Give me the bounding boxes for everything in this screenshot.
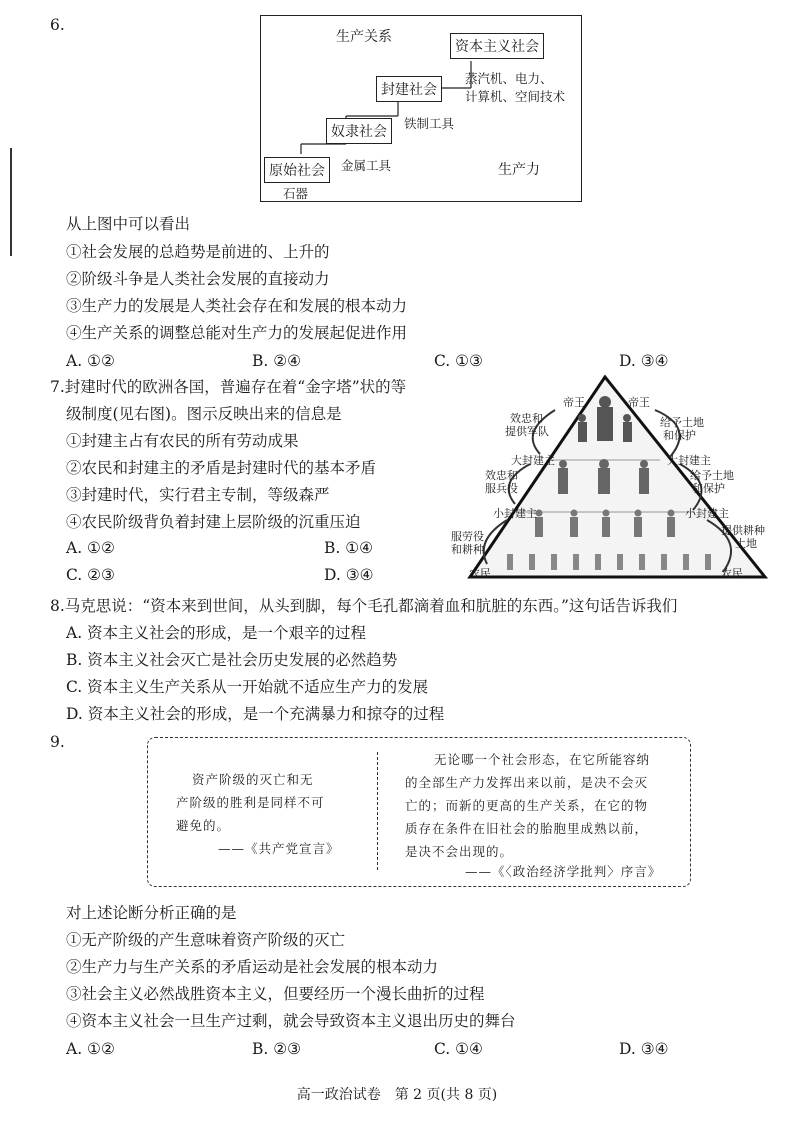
page-footer: 高一政治试卷 第 2 页(共 8 页) — [296, 1087, 498, 1103]
q9-option-a[interactable]: A. ①② — [66, 1040, 115, 1058]
q7-item-2: ②农民和封建主的矛盾是封建时代的基本矛盾 — [66, 459, 377, 477]
stage-capitalist-society: 资本主义社会 — [450, 33, 544, 59]
q8-option-d[interactable]: D. 资本主义社会的形成，是一个充满暴力和掠夺的过程 — [66, 705, 445, 723]
q9-item-3: ③社会主义必然战胜资本主义，但要经历一个漫长曲折的过程 — [66, 985, 485, 1003]
label-loyal-army-2: 提供军队 — [505, 425, 549, 438]
tool-metal: 金属工具 — [341, 158, 392, 173]
q6-stem: 从上图中可以看出 — [66, 215, 191, 233]
label-loyal-army-1: 效忠和 — [510, 412, 543, 425]
q7-item-4: ④农民阶级背负着封建上层阶级的沉重压迫 — [66, 513, 361, 531]
question-9-number: 9. — [50, 733, 65, 751]
q9-left-quote-line-2: 产阶级的胜利是同样不可 — [176, 795, 325, 810]
q9-right-quote-line-3: 亡的；而新的更高的生产关系，在它的物 — [405, 798, 649, 813]
q7-line-2: 级制度(见右图)。图示反映出来的信息是 — [66, 405, 342, 423]
q9-left-quote-source: ——《共产党宣言》 — [218, 841, 340, 856]
label-king-left: 帝王 — [563, 396, 585, 409]
q6-item-3: ③生产力的发展是人类社会存在和发展的根本动力 — [66, 297, 408, 315]
label-provide-land-2: 土地 — [735, 537, 757, 550]
q9-item-4: ④资本主义社会一旦生产过剩，就会导致资本主义退出历史的舞台 — [66, 1012, 516, 1030]
q7-item-3: ③封建时代，实行君主专制，等级森严 — [66, 486, 330, 504]
label-labor-1: 服劳役 — [451, 530, 484, 543]
q6-item-2: ②阶级斗争是人类社会发展的直接动力 — [66, 270, 330, 288]
q7-option-d[interactable]: D. ③④ — [324, 566, 374, 584]
label-give-land-1b: 和保护 — [663, 429, 696, 442]
label-labor-2: 和耕种 — [451, 543, 484, 556]
q9-right-quote-line-1: 无论哪一个社会形态，在它所能容纳 — [434, 752, 651, 767]
feudal-pyramid-figure — [445, 372, 780, 587]
question-6-number: 6. — [50, 16, 65, 34]
label-king-right: 帝王 — [628, 396, 650, 409]
label-loyal-service-2: 服兵役 — [485, 482, 518, 495]
label-small-lord-right: 小封建主 — [685, 507, 729, 520]
q6-item-4: ④生产关系的调整总能对生产力的发展起促进作用 — [66, 324, 408, 342]
q9-quote-divider — [377, 752, 378, 870]
label-small-lord-left: 小封建主 — [493, 507, 537, 520]
q6-x-axis-label: 生产力 — [498, 162, 540, 178]
q9-option-c[interactable]: C. ①④ — [434, 1040, 483, 1058]
q9-right-quote-source: ——《〈政治经济学批判〉序言》 — [465, 864, 662, 879]
label-give-land-2a: 给予土地 — [690, 469, 734, 482]
q9-right-quote-line-5: 是决不会出现的。 — [405, 844, 514, 859]
q6-option-d[interactable]: D. ③④ — [619, 352, 669, 370]
q9-item-2: ②生产力与生产关系的矛盾运动是社会发展的根本动力 — [66, 958, 439, 976]
q6-option-c[interactable]: C. ①③ — [434, 352, 483, 370]
label-great-lord-right: 大封建主 — [667, 454, 711, 467]
q9-right-quote-line-4: 质存在条件在旧社会的胎胞里成熟以前， — [405, 821, 649, 836]
label-peasant-right: 农民 — [721, 567, 743, 580]
q6-y-axis-label: 生产关系 — [336, 29, 392, 45]
q7-option-a[interactable]: A. ①② — [66, 539, 115, 557]
q9-left-quote-line-1: 资产阶级的灭亡和无 — [192, 772, 314, 787]
q9-option-d[interactable]: D. ③④ — [619, 1040, 669, 1058]
label-peasant-left: 农民 — [469, 567, 491, 580]
q7-option-b[interactable]: B. ①④ — [324, 539, 374, 557]
q7-item-1: ①封建主占有农民的所有劳动成果 — [66, 432, 299, 450]
q9-item-1: ①无产阶级的产生意味着资产阶级的灭亡 — [66, 931, 346, 949]
q7-line-1: 7.封建时代的欧洲各国，普遍存在着“金字塔”状的等 — [50, 378, 407, 396]
label-loyal-service-1: 效忠和 — [485, 469, 518, 482]
q8-stem: 8.马克思说：“资本来到世间，从头到脚，每个毛孔都滴着血和肮脏的东西。”这句话告诉我们 — [50, 597, 678, 615]
label-great-lord-left: 大封建主 — [511, 454, 555, 467]
q6-option-a[interactable]: A. ①② — [66, 352, 115, 370]
q8-option-b[interactable]: B. 资本主义社会灭亡是社会历史发展的必然趋势 — [66, 651, 398, 669]
q9-right-quote-line-2: 的全部生产力发挥出来以前，是决不会灭 — [405, 775, 649, 790]
q8-option-c[interactable]: C. 资本主义生产关系从一开始就不适应生产力的发展 — [66, 678, 429, 696]
q6-item-1: ①社会发展的总趋势是前进的、上升的 — [66, 243, 330, 261]
tool-steam-electric: 蒸汽机、电力、 — [465, 71, 553, 86]
label-give-land-2b: 和保护 — [692, 482, 725, 495]
stage-slave-society: 奴隶社会 — [326, 118, 392, 144]
q8-option-a[interactable]: A. 资本主义社会的形成，是一个艰辛的过程 — [66, 624, 367, 642]
q6-option-b[interactable]: B. ②④ — [252, 352, 302, 370]
q9-option-b[interactable]: B. ②③ — [252, 1040, 302, 1058]
q6-diagram — [260, 15, 582, 202]
tool-iron: 铁制工具 — [404, 116, 455, 131]
tool-computer-space: 计算机、空间技术 — [465, 89, 566, 104]
q9-left-quote-line-3: 避免的。 — [176, 818, 231, 833]
q7-option-c[interactable]: C. ②③ — [66, 566, 115, 584]
binding-margin-line — [10, 148, 12, 256]
stage-feudal-society: 封建社会 — [376, 76, 442, 102]
label-give-land-1a: 给予土地 — [660, 416, 704, 429]
tool-stone: 石器 — [283, 186, 309, 201]
stage-primitive-society: 原始社会 — [264, 157, 330, 183]
q9-stem: 对上述论断分析正确的是 — [66, 904, 237, 922]
label-provide-land-1: 提供耕种 — [721, 524, 765, 537]
